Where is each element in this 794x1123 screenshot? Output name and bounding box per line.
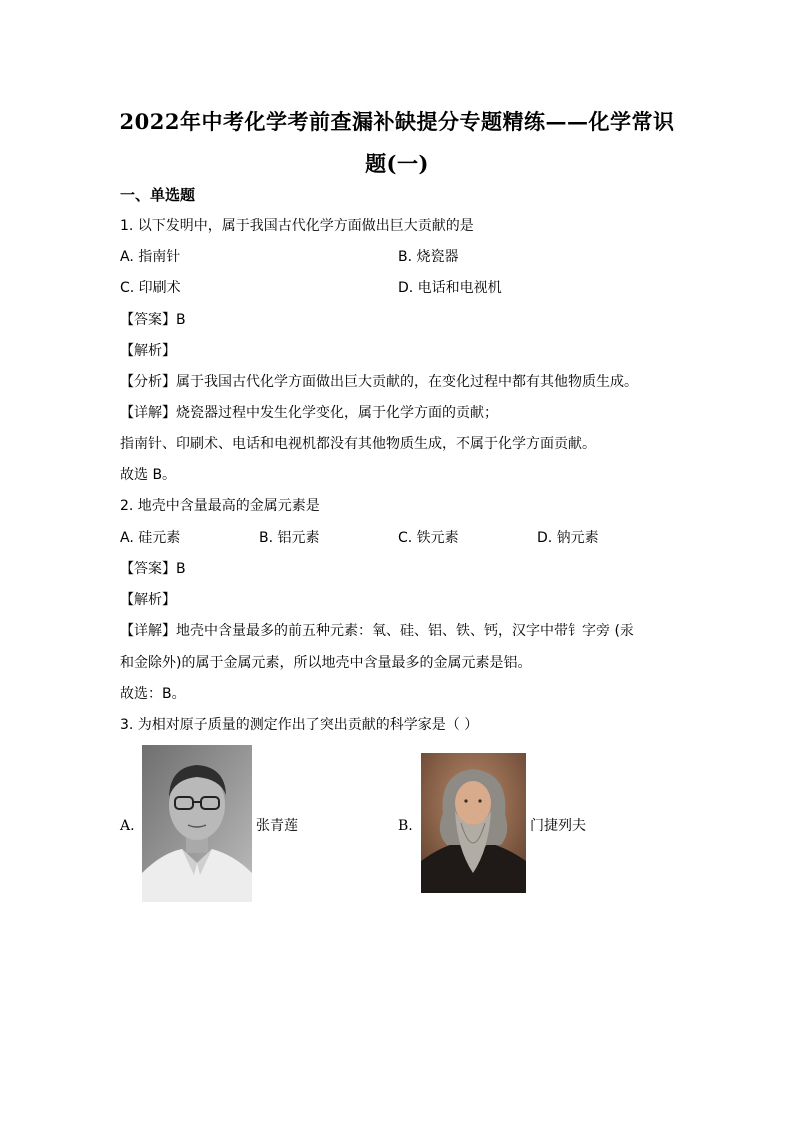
q2-option-c: C. 铁元素 [398,530,459,546]
q1-detail-2: 指南针、印刷术、电话和电视机都没有其他物质生成，不属于化学方面贡献。 [120,436,596,452]
portrait-photo-a [142,745,252,902]
portrait-painting-b [421,753,526,893]
q2-stem: 2. 地壳中含量最高的金属元素是 [120,498,320,514]
q1-option-d: D. 电话和电视机 [398,280,502,296]
q2-option-a: A. 硅元素 [120,530,181,546]
q1-detail-1: 【详解】烧瓷器过程中发生化学变化，属于化学方面的贡献； [120,405,498,421]
q2-detail-2: 和金除外)的属于金属元素，所以地壳中含量最多的金属元素是铝。 [120,655,532,671]
q1-conclusion: 故选 B。 [120,467,177,483]
q2-conclusion: 故选：B。 [120,686,186,702]
page-title-line-1: 2022年中考化学考前查漏补缺提分专题精练——化学常识 [119,109,675,134]
q3-option-a-name: 张青莲 [256,818,298,834]
section-heading: 一、单选题 [120,186,196,204]
q2-analysis-heading: 【解析】 [120,592,176,608]
q1-option-a: A. 指南针 [120,249,181,265]
q2-answer: 【答案】B [120,561,186,577]
q1-option-b: B. 烧瓷器 [398,249,459,265]
q1-analysis-heading: 【解析】 [120,343,176,359]
q1-fenxi: 【分析】属于我国古代化学方面做出巨大贡献的，在变化过程中都有其他物质生成。 [120,374,638,390]
q3-option-b-name: 门捷列夫 [530,818,586,834]
q3-option-a-label: A. [120,818,135,834]
page-title-line-2: 题(一) [365,151,429,176]
q3-stem: 3. 为相对原子质量的测定作出了突出贡献的科学家是（ ） [120,717,479,733]
q1-stem: 1. 以下发明中，属于我国古代化学方面做出巨大贡献的是 [120,218,474,234]
q2-option-b: B. 铝元素 [259,530,320,546]
q2-detail-1: 【详解】地壳中含量最多的前五种元素：氧、硅、铝、铁、钙，汉字中带钅字旁 (汞 [120,623,634,639]
q1-answer: 【答案】B [120,312,186,328]
q3-option-b-label: B. [398,818,413,834]
q1-option-c: C. 印刷术 [120,280,181,296]
q2-option-d: D. 钠元素 [537,530,599,546]
